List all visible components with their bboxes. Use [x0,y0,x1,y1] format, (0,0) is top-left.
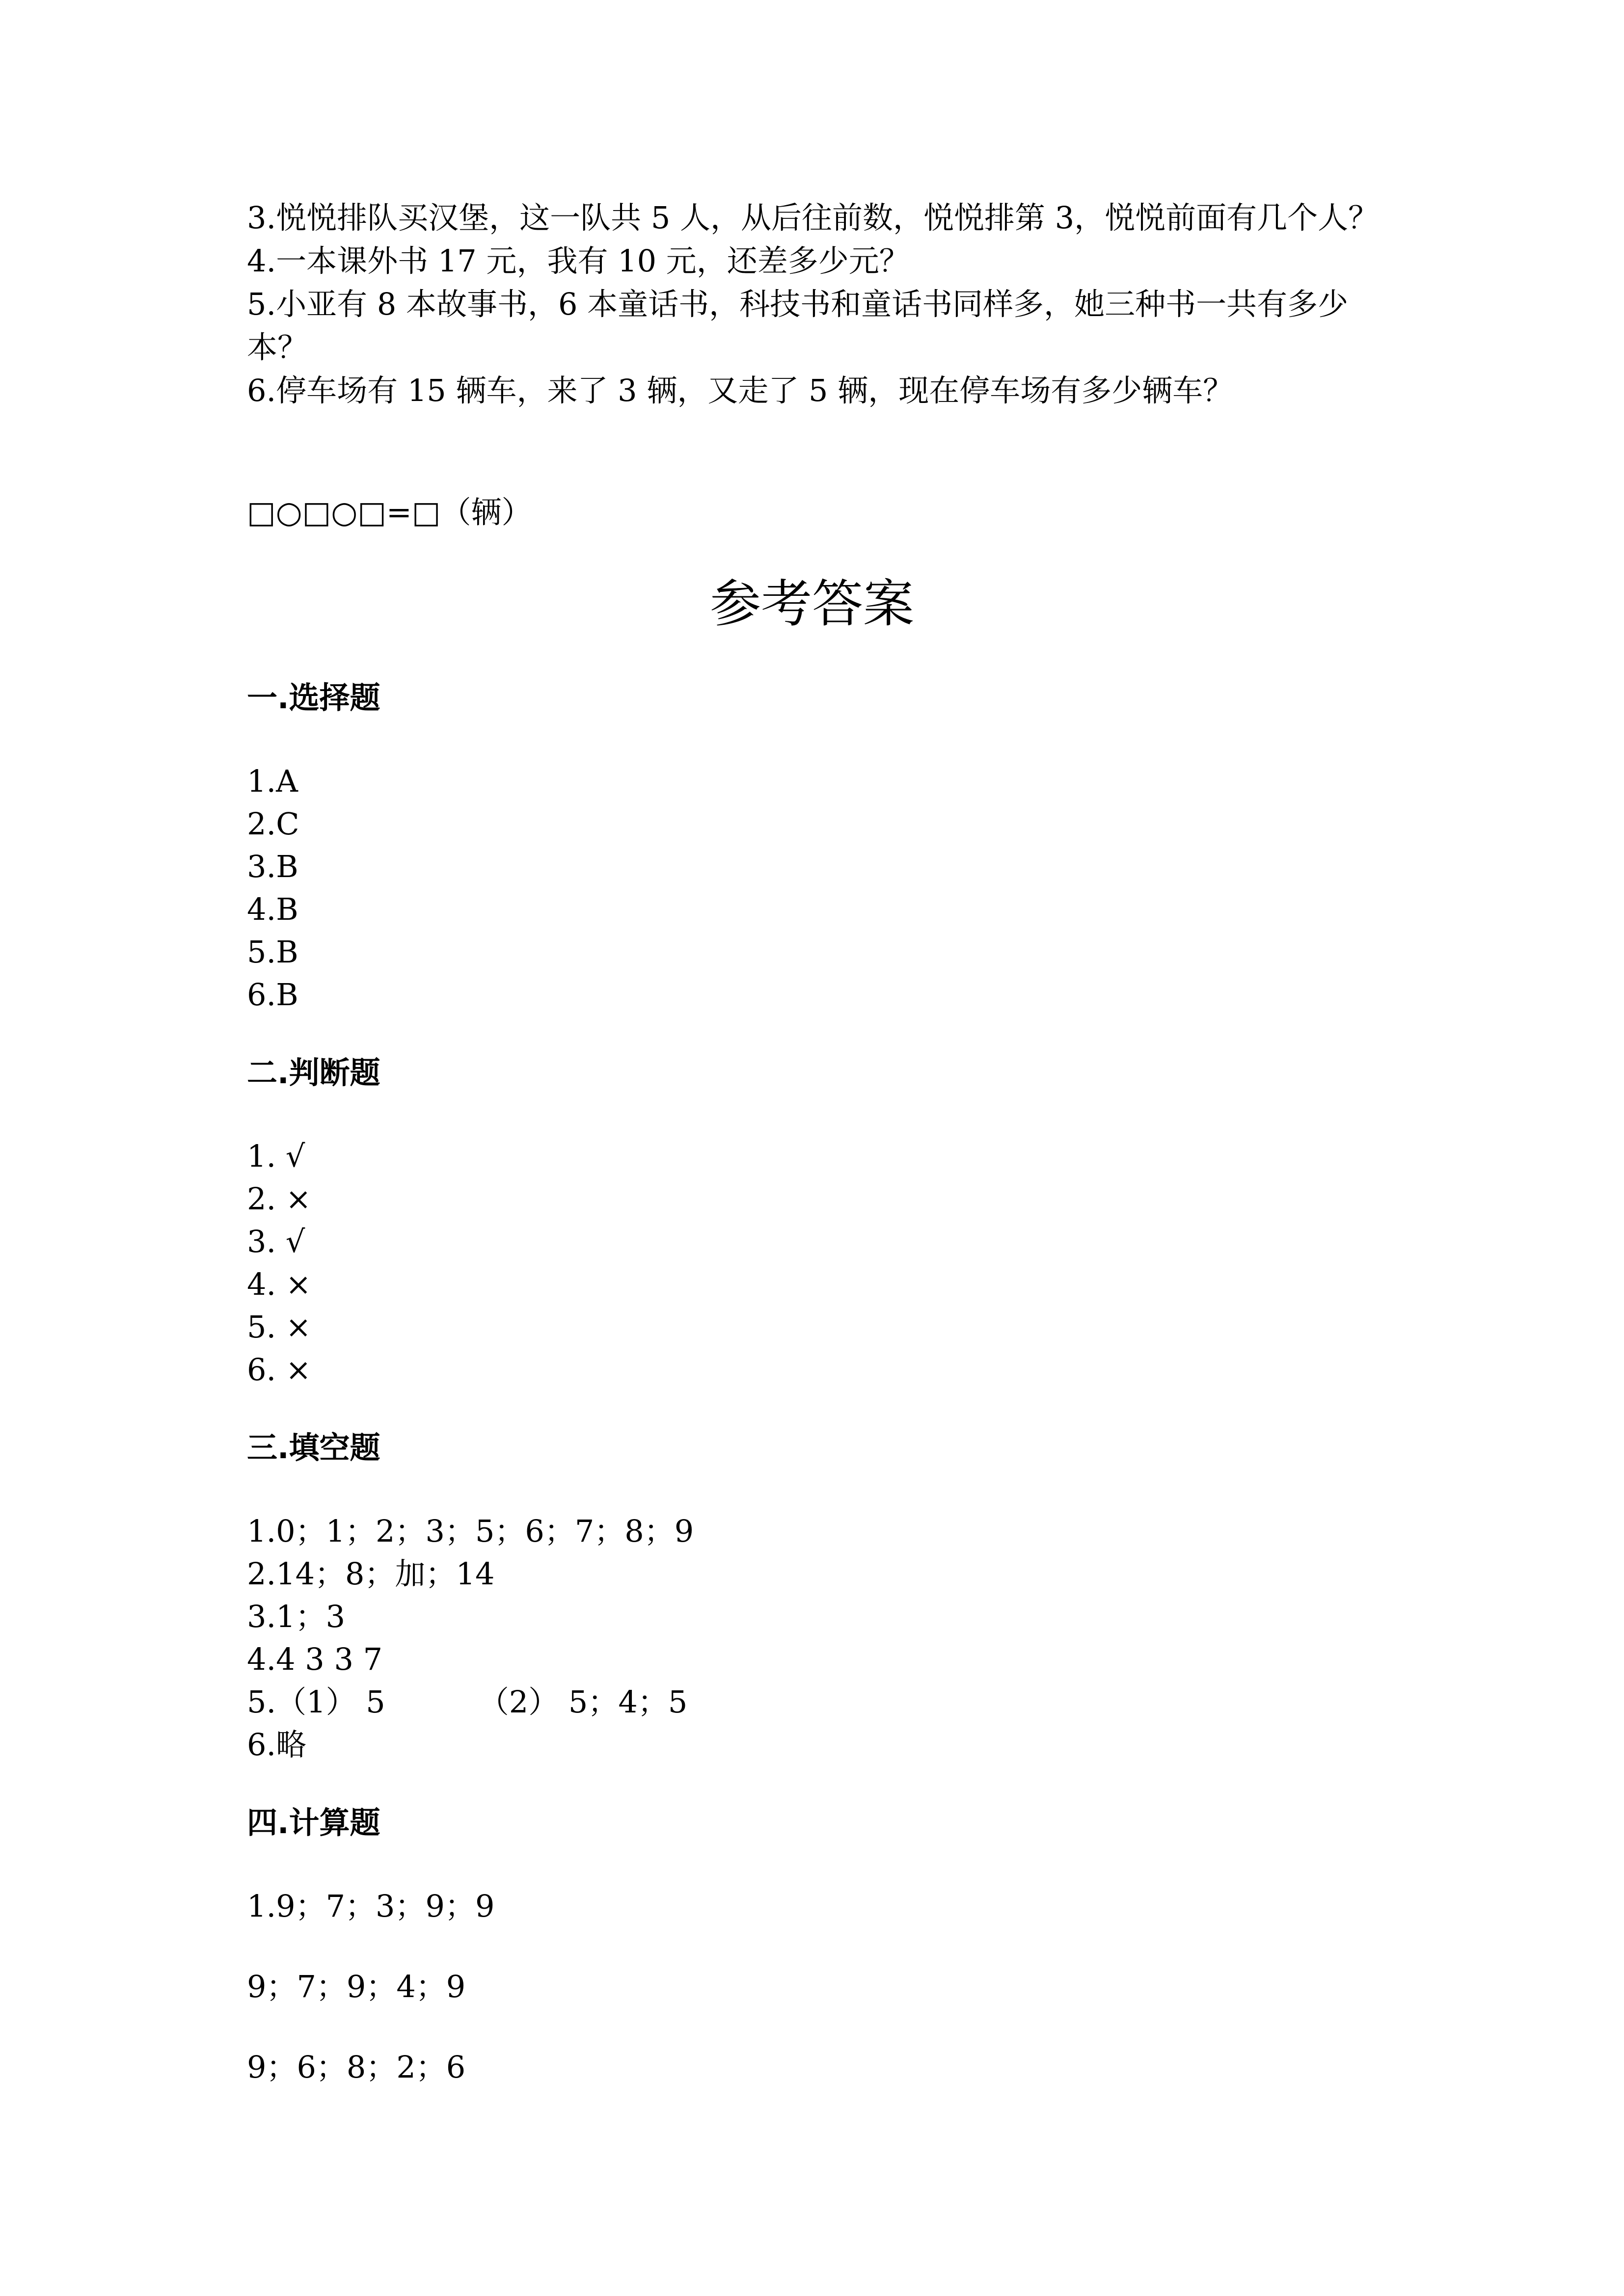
answer-5-part-1: 5.（1） 5 [247,1684,385,1720]
answer-item: 4.4 3 3 7 [247,1641,383,1677]
calc-answer-line: 9；6；8；2；6 [247,2049,466,2085]
problem-4: 4.一本课外书 17 元，我有 10 元，还差多少元？ [247,243,910,279]
answer-item: 1.0；1；2；3；5；6；7；8；9 [247,1513,694,1549]
fill-answers [247,1510,694,1766]
section-heading-choice: 一.选择题 [247,680,380,716]
answer-5-part-2: （2） 5；4；5 [478,1684,688,1720]
answer-item-5 [247,1681,694,1723]
calc-answer-line: 1.9；7；3；9；9 [247,1888,495,1924]
answer-item: 4. × [247,1266,311,1302]
section-heading-judge: 二.判断题 [247,1055,380,1091]
section-heading-fill: 三.填空题 [247,1430,380,1466]
answer-item: 6.略 [247,1727,307,1762]
word-problems [247,196,1386,412]
problem-6: 6.停车场有 15 辆车，来了 3 辆，又走了 5 辆，现在停车场有多少辆车？ [247,373,1234,408]
choice-answers [247,760,299,1016]
page-title: 参考答案 [709,574,914,634]
answer-item: 1.A [247,763,298,799]
calc-answer-line: 9；7；9；4；9 [247,1969,466,2004]
answer-item: 4.B [247,891,298,927]
answer-item: 3.1；3 [247,1599,346,1634]
answer-item: 5. × [247,1309,311,1345]
problem-5: 5.小亚有 8 本故事书，6 本童话书，科技书和童话书同样多，她三种书一共有多少本？ [247,286,1349,365]
answer-item: 2. × [247,1181,311,1217]
section-heading-calc: 四.计算题 [247,1805,380,1841]
answer-item: 5.B [247,934,298,970]
answer-item: 6.B [247,977,298,1013]
answer-item: 3. √ [247,1224,305,1259]
answer-item: 6. × [247,1352,311,1388]
answer-item: 2.14；8；加；14 [247,1556,495,1592]
spacer [385,1681,479,1723]
answer-item: 1. √ [247,1138,305,1174]
answer-item: 3.B [247,849,298,884]
answer-item: 2.C [247,806,299,842]
equation-template: □○□○□=□（辆） [247,494,532,530]
judge-answers [247,1135,311,1391]
problem-3: 3.悦悦排队买汉堡，这一队共 5 人，从后往前数，悦悦排第 3，悦悦前面有几个人？ [247,200,1379,236]
